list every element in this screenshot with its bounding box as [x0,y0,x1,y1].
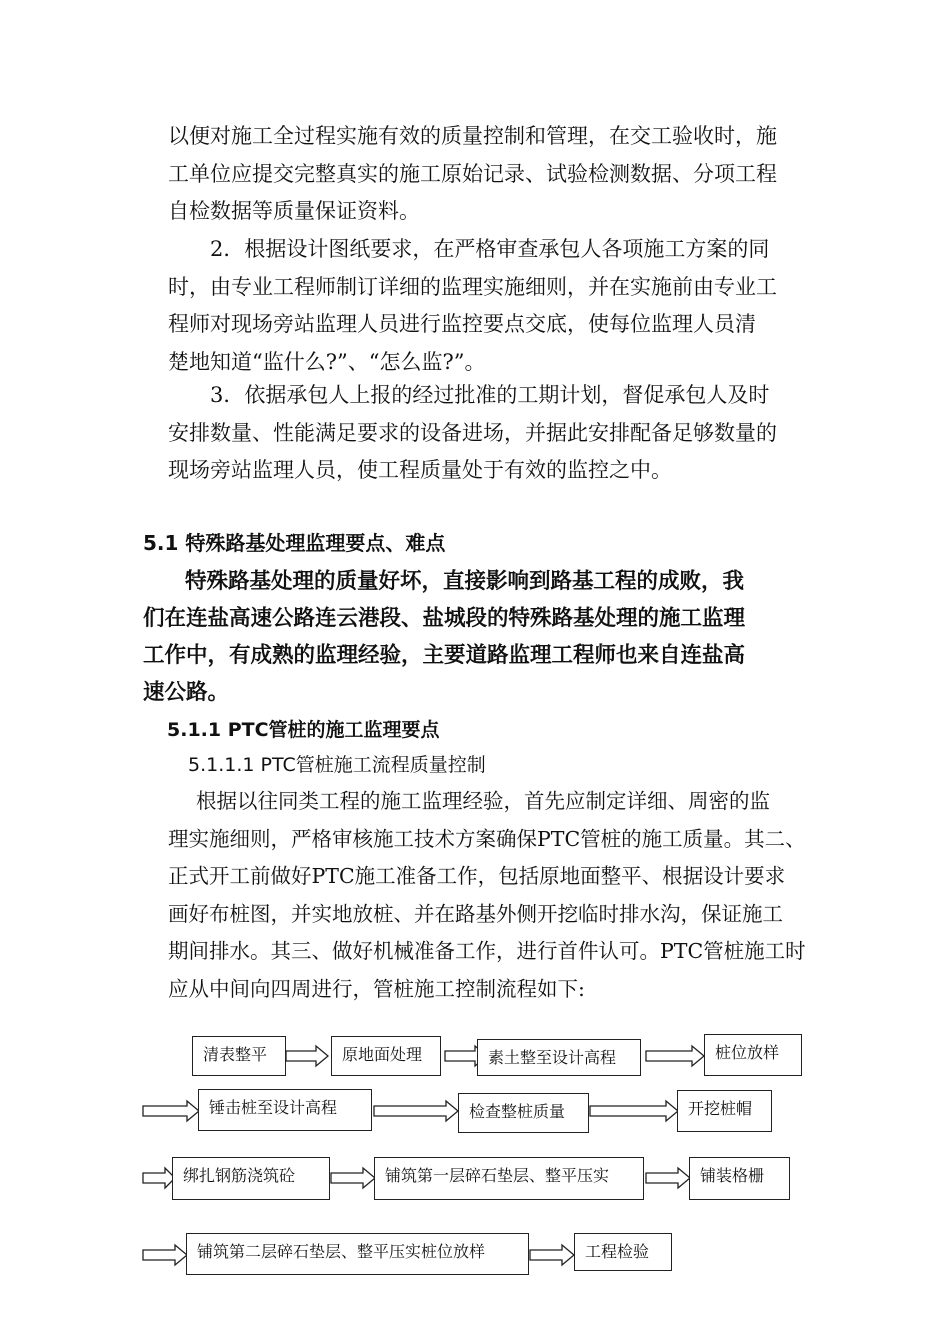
flow-arrow [143,1101,201,1121]
flow-step-box: 铺筑第一层碎石垫层、整平压实 [374,1157,644,1200]
section-heading-5-1-1: 5.1.1 PTC管桩的施工监理要点 [167,719,440,741]
flow-step-box: 检查整桩质量 [458,1093,589,1133]
text-line: 现场旁站监理人员，使工程质量处于有效的监控之中。 [168,458,672,482]
text-line: 工单位应提交完整真实的施工原始记录、试验检测数据、分项工程 [168,161,777,186]
flow-arrow [286,1046,330,1066]
section-heading-5-1: 5.1 特殊路基处理监理要点、难点 [143,531,446,555]
flow-arrow [590,1101,680,1121]
text-line: 特殊路基处理的质量好坏，直接影响到路基工程的成败，我 [185,569,745,594]
text-line: 速公路。 [143,680,230,705]
text-line: 时，由专业工程师制订详细的监理实施细则，并在实施前由专业工 [168,274,777,299]
text-line: 应从中间向四周进行，管桩施工控制流程如下: [168,976,585,1001]
paragraph-item-3 [168,377,808,490]
text-line: 根据以往同类工程的施工监理经验，首先应制定详细、周密的监 [196,789,770,813]
section-heading-5-1-1-1: 5.1.1.1 PTC管桩施工流程质量控制 [188,754,486,776]
flow-step-box: 原地面处理 [331,1036,441,1076]
text-line: 自检数据等质量保证资料。 [168,199,420,223]
flow-arrow [331,1168,377,1188]
text-line: 期间排水。其三、做好机械准备工作，进行首件认可。PTC管桩施工时 [168,939,806,963]
text-line: 程师对现场旁站监理人员进行监控要点交底，使每位监理人员清 [168,312,756,336]
text-line: 3．依据承包人上报的经过批准的工期计划，督促承包人及时 [210,383,770,407]
text-line: 理实施细则，严格审核施工技术方案确保PTC管桩的施工质量。其二、 [168,826,806,851]
flow-step-box: 铺筑第二层碎石垫层、整平压实桩位放样 [186,1233,529,1275]
flow-step-box: 锤击桩至设计高程 [198,1089,372,1131]
text-line: 2．根据设计图纸要求，在严格审查承包人各项施工方案的同 [210,237,770,261]
text-line: 以便对施工全过程实施有效的质量控制和管理，在交工验收时，施 [168,124,777,148]
text-line: 们在连盐高速公路连云港段、盐城段的特殊路基处理的施工监理 [143,606,746,631]
flow-arrow [143,1245,189,1265]
text-line: 画好布桩图，并实地放桩、并在路基外侧开挖临时排水沟，保证施工 [168,901,783,926]
text-line: 安排数量、性能满足要求的设备进场，并据此安排配备足够数量的 [168,420,777,445]
bold-paragraph [143,563,823,711]
text-line: 楚地知道“监什么?”、“怎么监?”。 [168,349,486,374]
flow-step-box: 桩位放样 [704,1034,802,1076]
text-line: 正式开工前做好PTC施工准备工作，包括原地面整平、根据设计要求 [168,864,786,888]
flow-step-box: 铺装格栅 [689,1157,790,1200]
paragraph-continuation [168,118,808,231]
flow-step-box: 绑扎钢筋浇筑砼 [172,1157,330,1200]
paragraph-ptc-process [168,783,808,1008]
flow-step-box: 工程检验 [574,1233,672,1271]
flow-arrow [530,1245,576,1265]
flow-step-box: 开挖桩帽 [677,1090,772,1132]
flow-arrow [374,1101,460,1121]
flow-arrow [646,1046,706,1066]
flow-step-box: 素土整至设计高程 [477,1039,641,1076]
flow-step-box: 清表整平 [192,1036,286,1076]
paragraph-item-2 [168,231,808,381]
text-line: 工作中，有成熟的监理经验，主要道路监理工程师也来自连盐高 [143,643,746,668]
flow-arrow [646,1168,692,1188]
